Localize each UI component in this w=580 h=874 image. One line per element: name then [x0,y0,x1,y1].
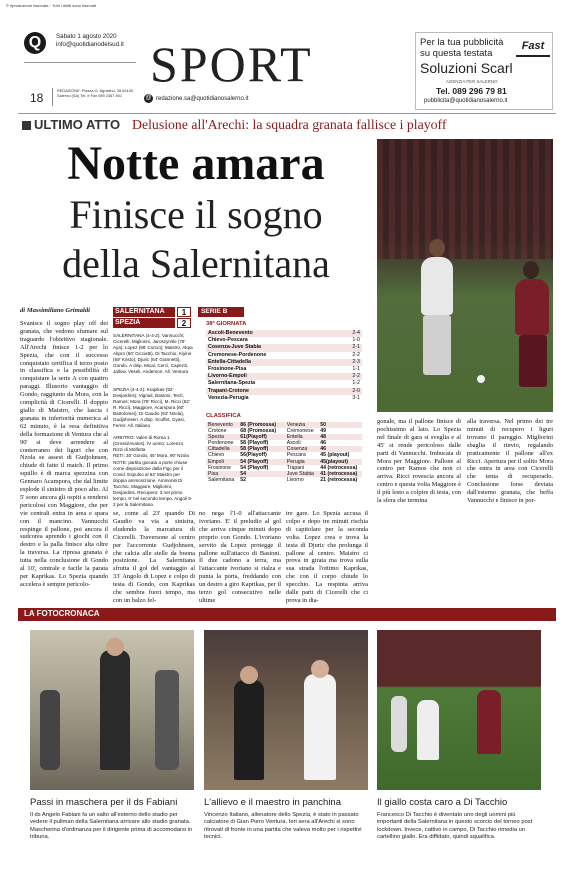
caption-1-text: Il ds Angelo Fabiani fa un salto all'esterno dello stadio per vedere il pullman della Salernitana arrivare allo stadio granata. Mascherina d'ordinanza per il dirigente prima di accomodarsi in tribuna. [30,812,193,841]
result-match: Venezia-Perugia [208,394,249,401]
scorebox [113,307,193,507]
standings-points: 52 [240,476,247,483]
spezia-lineup: SPEZIA (4-4-2): Krapikas (92' Desjardins); Vignali, Bastoni, Terzi, Ramos; Mora (78' Ricci), M. Ricci (62' R. Ricci), Maggiore, Acampora (60' Bartolomei); Di Gaudio (63' Nzola), Gudjohnsen. A disp. Scuffet, Gyasi, Ferrer. All. Italiano [113,387,190,428]
byline: di Massimiliano Grimaldi [20,307,90,314]
kicker-text: Delusione all'Arechi: la squadra granata fallisce i playoff [132,117,447,132]
standings-team: Entella [281,434,319,440]
mail-icon: @ [145,95,152,101]
standings-points: 54 (Playoff) [240,464,269,471]
advert-email: pubblicita@quotidianosalerno.it [424,98,508,104]
result-score: 1-1 [352,366,360,373]
standings-points: 56(Playoff) [240,452,267,459]
masthead-rule [24,62,136,63]
result-match: Livorno-Empoli [208,373,247,380]
standings-team: Cittadella [206,446,238,452]
result-score: 2-2 [352,373,360,380]
result-score: 2-4 [352,330,360,336]
standings-team: Pescara [286,452,306,459]
caption-2-text: Vincenzo Italiano, allenatore dello Spezia, è stato in passato calciatore di Gian Piero Ventura. Ieri sera all'Arechi si sono ritrovati di fronte in una partita che valeva molto per i rispettivi tecnici. [204,812,362,841]
standings-points: 21 (retrocessa) [320,476,358,483]
person-left [40,690,60,770]
goals: RETI: 30' Gondo, 45' Mora, 90' Nzola [113,453,189,458]
kicker-label: ULTIMO ATTO [34,117,121,132]
away-score: 2 [177,318,191,328]
player-white-head [429,239,445,257]
result-score: 2-1 [352,344,360,351]
away-team: SPEZIA [113,318,175,328]
result-row [206,337,362,344]
coach-italiano-head [240,666,258,684]
kicker-square-icon [22,121,31,130]
caption-3-title: Il giallo costa caro a Di Tacchio [377,797,508,808]
standings-points: 44 (retrocessa) [320,464,358,471]
standings-points: 58 (Playoff) [238,446,280,452]
section-title: SPORT [150,36,313,92]
standings-team: Chievo [208,452,225,459]
standings-points: 61(Playoff) [238,434,280,440]
coach-ventura-head [311,660,329,678]
serieb-title: SERIE B [198,307,244,317]
caption-3-text: Francesco Di Tacchio è diventato uno degli uomini più importanti della Salernitana in questo scorcio del torneo post lockdown. Invece, cattivo in campo, Di Tacchio rimedia un cartellino giallo. Era diffidato, quindi squalifica. [377,812,533,841]
edition-date: Sabato 1 agosto 2020 [56,33,117,40]
result-match: Ascoli-Benevento [208,330,253,336]
headline-main: Notte amara [67,137,325,190]
advert-line2: su questa testata [420,48,493,59]
caption-1-title: Passi in maschera per il ds Fabiani [30,797,178,808]
result-score: 1-0 [352,337,360,344]
standings-team: Ascoli [286,440,301,447]
redazione-address: REDAZIONE: Piazza G. Agostino, 28 84100 Salerno (SA) Tel. e Fax 089 2367 801 [57,88,134,98]
standings-points: 46 [320,440,327,447]
stadium-stands [377,139,553,259]
home-score: 1 [177,307,191,317]
result-row [206,344,362,351]
result-match: Cosenza-Juve Stabia [208,344,261,351]
results-table [206,330,362,402]
headline-sub1: Finisce il sogno [69,192,323,237]
headline-sub2: della Salernitana [62,241,330,286]
photo-coaches [204,630,368,790]
advert-box [415,32,553,110]
standings-points: 68 (Promossa) [240,428,277,435]
article-column-2: se, come al 23' quando Di Gaudio va via a sinistra, eludendo la marcatura di Cicerelli. Traversone al centro per l'accorrente Gudjohnsen, che calcia alle stelle da buona posizione. La Salernitana sfrutta il gol del vantaggio al 33' Angolo di Lopez e colpo di testa di Gondo, con Kaprikas che sembra fuori tempo, ma con un balzo fel- [113,510,195,604]
main-photo [377,139,553,412]
result-score: 2-2 [352,351,360,358]
player-ditacchio [477,690,501,754]
player-background [391,696,407,752]
result-row [206,366,362,373]
serieb-round: 38ª GIORNATA [206,321,247,327]
standings-row [206,477,362,483]
standings-team: Venezia [281,422,319,428]
player-red-head [523,261,539,279]
result-score: 2-0 [352,387,360,394]
standings-team: Benevento [206,422,238,428]
result-match: Entella-Cittadella [208,358,251,365]
standings-points: 45(playout) [318,459,362,465]
ball [477,375,485,383]
standings-points: 54 (Playoff) [238,459,280,465]
result-match: Salernitana-Spezia [208,380,256,387]
standings-points: 45 (playout) [320,452,350,459]
advert-logo: Fast [516,35,550,57]
standings-team: Cosenza [281,446,319,452]
result-score: 2-3 [352,358,360,365]
caption-2-title: L'allievo e il maestro in panchina [204,797,342,808]
standings-team: Juve Stabia [281,471,319,477]
standings-team: Spezia [206,434,238,440]
standings-table [206,422,362,483]
result-row [206,373,362,380]
standings-team: Pisa [206,471,238,477]
masthead-bottom-rule [18,113,556,114]
coach-ventura [304,674,336,780]
article-column-6: alla traversa. Nel primo dei tre minuti di recupero i liguri trovano il pareggio. Migliorini sbaglia il rinvio, regalando praticamente il pallone all'ex Ricci. Apertura per il solito Mora che entra in area con Cicerelli che tenta di recuperarlo. Conclusione forse deviata dall'esterno granata, che beffa Vannucchi e finisce in por- [467,418,553,505]
article-column-3: no nega l'1-0 all'attaccante ivoriano. E' il preludio al gol che arriva cinque minuti dopo proprio con Gondo. L'ivoriano servito da Lopez protegge il pallone sull'attacco di Bastoni. Il due cadono a terra, ma l'attaccante ivoriano si rialza e punta la porta, freddando con un destro a giro Kaprikas, per il terzo gol consecutivo nelle ultime [199,510,281,604]
standings-points: 49 [320,428,327,435]
standings-points: 86 (Promossa) [238,422,280,428]
serieb-box [198,307,368,507]
result-row [206,395,362,402]
player-spezia [417,700,439,760]
coach-italiano [234,680,264,780]
article-column-5: gonale, ma il pallone finisce di pochissimo al lato. Lo Spezia nel finale di gara si sveglia e al 45' si rende pericoloso dalle parti di Vannucchi. Imbucata di Mora per Maggiore. Pallone al centro per Ramos che non ci arriva. Ricci rovescia ancora al centro e questa volta Maggiore è il più lesto a colpire di testa, con la sfera che termina [377,418,461,505]
standings-team: Crotone [208,428,227,435]
player-white-shirt [421,257,453,315]
result-match: Chievo-Pescara [208,337,248,344]
advert-company: Soluzioni Scarl [420,60,513,76]
standings-team: Empoli [206,459,238,465]
result-match: Frosinone-Pisa [208,366,247,373]
referee: ARBITRO: Valeri di Roma 1 (Grossi/Avalos). IV uomo: Lorenzo Rizzi di Molfetta [113,435,184,452]
player-red-shirt [515,279,549,335]
result-match: Cremonese-Pordenone [208,351,267,358]
standings-points: 48 [318,434,362,440]
standings-points: 50 [318,422,362,428]
photo-fabiani [30,630,194,790]
page-number: 18 [30,91,44,105]
result-row [206,330,362,337]
home-team: SALERNITANA [113,307,175,317]
article-column-1: Svanisce il sogno play off dei granata, che vedono sfumare sul traguardo l'obiettivo stagionale. All'Arechi finisce 1-2 per lo Spezia, che con il successo conquistato certifica il terzo posto in classifica e la possibilità di conquistare la serie A con quattro paraggi. Illusorio vantaggio di Gondo, raggiunto da Mora, con la complicità di Cicerelli. Il doppio giallo di Maistro, che lascia i granata in inferiorità numerica al 62 minuto, è la resa definitiva della formazione di Ventura che al 90' si deve arrendere al conterraneo dei liguri che con Nzola se assest di Gudjohnsen, chiude di fatto il match. Il primo squillo è di marca spezzina con Gennaro Acampora, che dal limite esplode il sinistro di poco alto. Al 5' sono ancora gli ospiti a rendersi pericolosi con Maggiore, che per vie centrali entra in area e spara con il mancino. Vannucchi respinge il pallone, poi ancora il sudcorea aprendo i giochi con il destro e la palla finisce alta oltre la traversa. La ripresa granata è tutta nella conclusione di Gondo al 10', centrale e facile la parata per Kaprikas. Lo Spezia quando accelera è sempre pericolo- [20,320,108,588]
masthead-email: info@quotidianodelsud.it [56,41,124,48]
standings-points: 58 (Playoff) [240,440,269,447]
copyright-note: © riproduzione riservata · Tutti i diritti sono riservati [6,3,97,8]
advert-agency: AGENZIA PER SALERNO [446,79,498,84]
advert-line1: Per la tua pubblicità [420,37,504,48]
standings-team: Cremonese [286,428,314,435]
standings-points: 41 (retrocessa) [318,471,362,477]
standings-team: Perugia [281,459,319,465]
standings-points: 54 [238,471,280,477]
result-row [206,359,362,366]
page-number-divider [52,88,53,106]
standings-points: 46 [318,446,362,452]
redazione-email: redazione.sa@quotidianosalerno.it [156,96,249,102]
standings-team: Pordenone [208,440,234,447]
result-score: 3-1 [352,394,360,401]
salernitana-lineup: SALERNITANA (4-4-2): Vannucchi; Cicerelli, Migliorini, Jaroszynski (78' Aya); Lopez (68' Curcio); Maistro, Akpa Akpro (60' Cicciatti), Di Tacchio, Kiyine (69' Kristo); Djuric (64' Giannetti), Gondo. A disp. Micai, Cerci, Capezzi, Jallow, Veseli, Anderson. All. Ventura [113,333,193,374]
standings-team: Salernitana [208,476,235,483]
person-fabiani-head [106,638,124,656]
standings-title: CLASSIFICA [206,413,241,419]
result-row [206,352,362,359]
fotocronaca-band [18,608,556,621]
standings-team: Trapani [286,464,305,471]
person-fabiani [100,650,130,770]
standings-team: Frosinone [208,464,232,471]
newspaper-logo-icon: Q [24,32,46,54]
fotocronaca-title: LA FOTOCRONACA [24,609,100,618]
result-row [206,388,362,395]
article-column-4: tre gare. Lo Spezia accusa il colpo e dopo tre minuti rischia di capitolare per la seconda volta. Lopez crea e trova la testa di Djuric che prolunga il pallone al centro. Maistro ci prova in girata ma trova sulla sua strada l'ottimo Kaprikas, che con il corpo chiude lo specchio. La respinta arriva dalle parti di Cicerelli che ci prova in dia- [286,510,368,604]
player-red-legs [519,335,547,387]
result-score: 1-2 [352,380,360,387]
match-notes: NOTE: partita giocata a porte chiuse come disposizione dalla Figc per il Covid. Espulso al 62' Maistro per doppia ammonizione. Ammoniti Di Tacchio, Maggiore, Migliorini, Desjardins. Recupero: 3 nel primo tempo, 6' nel secondo tempo. Angoli 5-2 per la Salernitana [113,460,193,507]
result-row [206,380,362,387]
result-match: Trapani-Crotone [208,387,249,394]
player-white-legs [423,315,451,375]
advert-phone: Tel. 089 296 79 81 [436,86,507,96]
person-right [155,670,179,770]
photo-ditacchio [377,630,541,790]
standings-team: Livorno [286,476,304,483]
